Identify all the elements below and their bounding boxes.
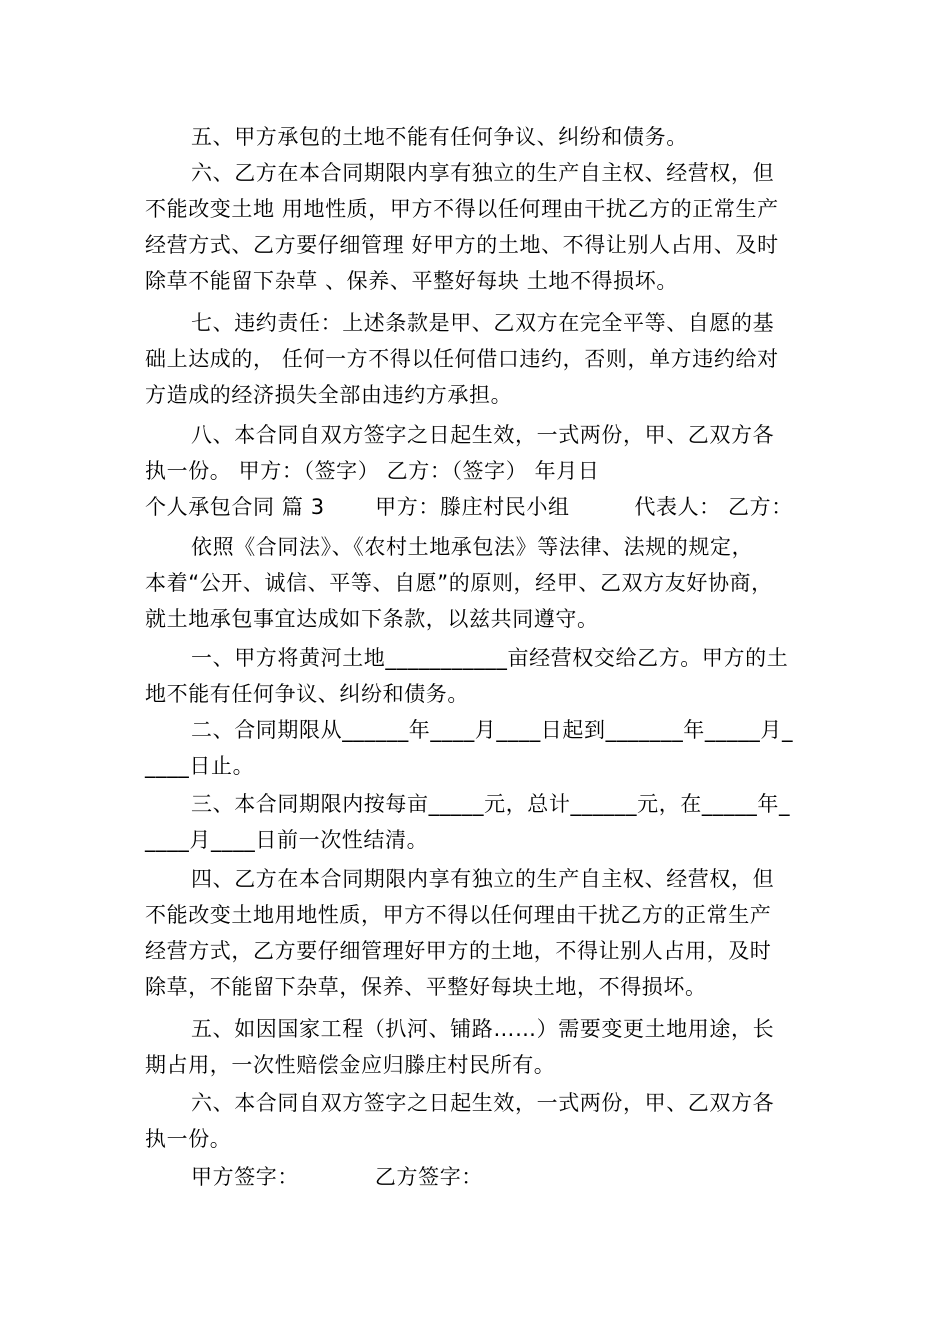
article-1-paragraph (145, 640, 815, 712)
text-line: 依照《合同法》、《农村土地承包法》等法律、法规的规定， (191, 535, 754, 559)
text-line: 三、本合同期限内按每亩_____元，总计______元，在_____年_ (191, 792, 791, 816)
heading-line: 个人承包合同 篇 3 甲方：滕庄村民小组 代表人： 乙方： (145, 495, 793, 519)
text-line: 七、违约责任：上述条款是甲、乙双方在完全平等、自愿的基 (191, 311, 775, 335)
clause-5-paragraph (145, 119, 815, 155)
text-line: 四、乙方在本合同期限内享有独立的生产自主权、经营权，但 (191, 867, 775, 891)
text-line: 经营方式、乙方要仔细管理 好甲方的土地、不得让别人占用、及时 (145, 233, 779, 257)
text-line: 期占用，一次性赔偿金应归滕庄村民所有。 (145, 1053, 556, 1077)
text-line: 方造成的经济损失全部由违约方承担。 (145, 383, 513, 407)
text-line: 五、甲方承包的土地不能有任何争议、纠纷和债务。 (191, 125, 688, 149)
article-6-paragraph (145, 1085, 815, 1157)
text-line: 五、如因国家工程（扒河、铺路……）需要变更土地用途，长 (191, 1017, 775, 1041)
text-line: ____日止。 (145, 754, 255, 778)
text-line: 不能改变土地用地性质，甲方不得以任何理由干扰乙方的正常生产 (145, 903, 772, 927)
text-line: 除草，不能留下杂草，保养、平整好每块土地，不得损坏。 (145, 975, 707, 999)
text-line: 经营方式，乙方要仔细管理好甲方的土地，不得让别人占用，及时 (145, 939, 772, 963)
text-line: 础上达成的， 任何一方不得以任何借口违约，否则，单方违约给对 (145, 347, 779, 371)
text-line: 六、本合同自双方签字之日起生效，一式两份，甲、乙双方各 (191, 1091, 775, 1115)
text-line: ____月____日前一次性结清。 (145, 828, 429, 852)
text-line: 本着“公开、诚信、平等、自愿”的原则，经甲、乙双方友好协商， (145, 571, 773, 595)
text-line: 执一份。 甲方：（签字） 乙方：（签字） 年月日 (145, 459, 600, 483)
intro-paragraph (145, 529, 815, 637)
article-5-paragraph (145, 1011, 815, 1083)
text-line: 甲方签字： 乙方签字： (191, 1165, 483, 1189)
clause-6-paragraph (145, 155, 815, 299)
section-heading (145, 489, 815, 525)
text-line: 八、本合同自双方签字之日起生效，一式两份，甲、乙双方各 (191, 423, 775, 447)
clause-7-paragraph (145, 305, 815, 413)
text-line: 不能改变土地 用地性质，甲方不得以任何理由干扰乙方的正常生产 (145, 197, 779, 221)
text-line: 六、乙方在本合同期限内享有独立的生产自主权、经营权，但 (191, 161, 775, 185)
text-line: 一、甲方将黄河土地___________亩经营权交给乙方。甲方的土 (191, 646, 789, 670)
text-line: 除草不能留下杂草 、保养、平整好每块 土地不得损坏。 (145, 269, 678, 293)
article-4-paragraph (145, 861, 815, 1005)
signature-line (145, 1159, 815, 1195)
text-line: 地不能有任何争议、纠纷和债务。 (145, 682, 469, 706)
clause-8-paragraph (145, 417, 815, 489)
text-line: 二、合同期限从______年____月____日起到_______年_____月_ (191, 718, 794, 742)
text-line: 就土地承包事宜达成如下条款，以兹共同遵守。 (145, 607, 599, 631)
text-line: 执一份。 (145, 1127, 232, 1151)
article-2-paragraph (145, 712, 815, 784)
article-3-paragraph (145, 786, 815, 858)
